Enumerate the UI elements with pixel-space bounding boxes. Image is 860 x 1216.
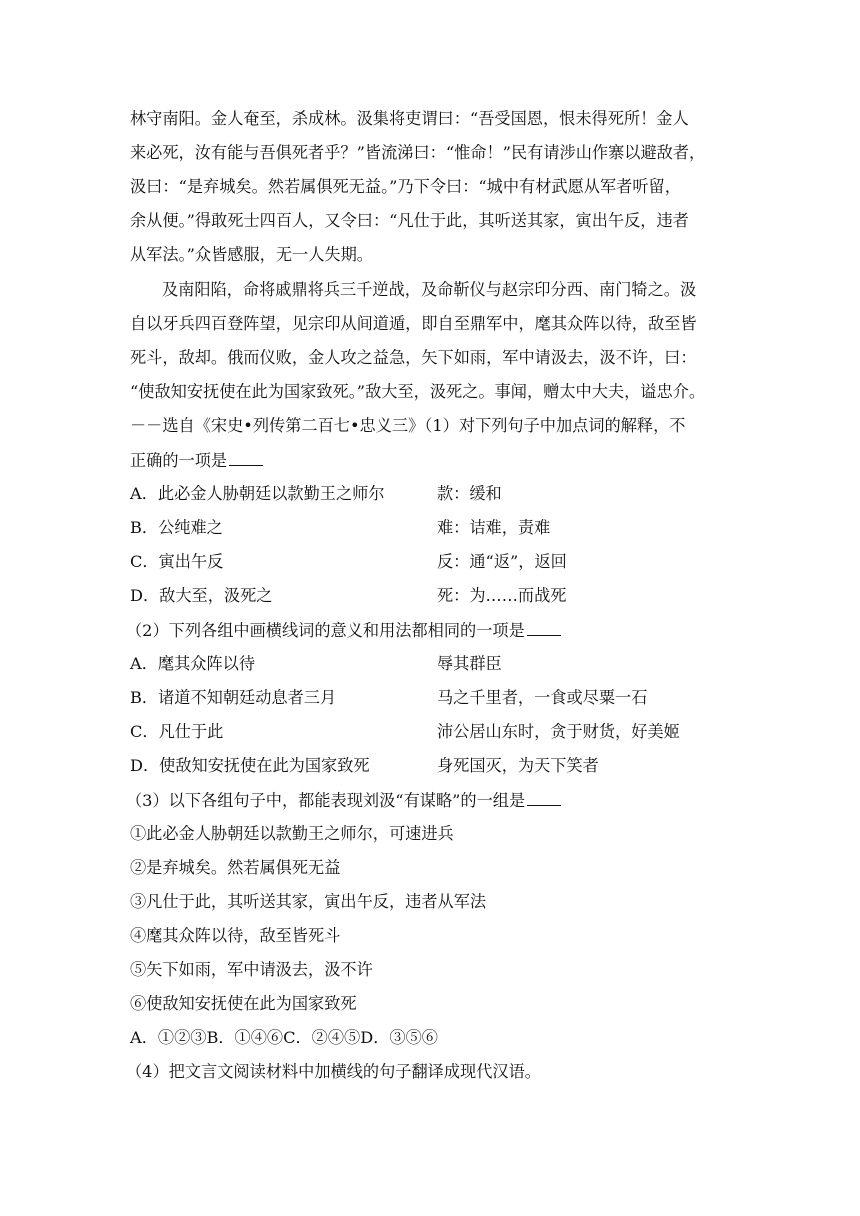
q2-option-a: A．麾其众阵以待 [130, 654, 256, 673]
passage-line: 死斗，敌却。俄而仪败，金人攻之益急，矢下如雨，军中请汲去，汲不许，曰： [130, 348, 697, 367]
q2-option-c-pair: 沛公居山东时，贪于财货，好美姬 [437, 722, 680, 741]
q3-item: ②是弃城矣。然若属俱死无益 [130, 858, 341, 877]
q2-option-c: C．凡仕于此 [130, 722, 224, 741]
passage-line: “使敌知安抚使在此为国家致死。”敌大至，汲死之。事闻，赠太中大夫，谥忠介。 [130, 382, 706, 401]
q3-stem [126, 789, 736, 811]
answer-blank[interactable] [527, 619, 561, 636]
passage-line: 自以牙兵四百登阵望，见宗印从间道遁，即自至鼎军中，麾其众阵以待，敌至皆 [130, 314, 697, 333]
q3-item: ④麾其众阵以待，敌至皆死斗 [130, 926, 341, 945]
answer-blank[interactable] [229, 449, 263, 466]
q1-option-b: B．公纯难之 [130, 518, 223, 537]
q3-stem-text: （3）以下各组句子中，都能表现刘汲“有谋略”的一组是 [126, 791, 526, 810]
q3-item: ⑥使敌知安抚使在此为国家致死 [130, 994, 357, 1013]
q2-stem [126, 619, 736, 641]
q2-option-d: D．使敌知安抚使在此为国家致死 [130, 756, 370, 775]
passage-line: 林守南阳。金人奄至，杀成林。汲集将吏谓曰：“吾受国恩，恨未得死所！金人 [130, 109, 689, 128]
passage-line: 汲曰：“是弃城矣。然若属俱死无益。”乃下令曰：“城中有材武愿从军者听留， [130, 177, 681, 196]
q1-option-a: A．此必金人胁朝廷以款勤王之师尔 [130, 484, 385, 503]
q1-option-c-gloss: 反：通“返”，返回 [437, 552, 567, 571]
q1-option-c: C．寅出午反 [130, 552, 224, 571]
q3-item: ③凡仕于此，其听送其家，寅出午反，违者从军法 [130, 892, 487, 911]
q1-stem-tail [130, 449, 740, 471]
answer-blank[interactable] [527, 789, 561, 806]
source-citation: －－选自《宋史•列传第二百七•忠义三》（1）对下列句子中加点词的解释，不 [130, 416, 686, 435]
q2-option-b-pair: 马之千里者，一食或尽粟一石 [437, 688, 648, 707]
q3-item: ①此必金人胁朝廷以款勤王之师尔，可速进兵 [130, 824, 454, 843]
passage-line: 从军法。”众皆感服，无一人失期。 [130, 245, 373, 264]
q4-stem: （4）把文言文阅读材料中加横线的句子翻译成现代汉语。 [126, 1062, 541, 1081]
passage-line: 余从便。”得敢死士四百人，又令曰：“凡仕于此，其听送其家，寅出午反，违者 [130, 211, 689, 230]
passage-line: 及南阳陷，命将戚鼎将兵三千逆战，及命靳仪与赵宗印分西、南门犄之。汲 [162, 280, 697, 299]
passage-line: 来必死，汝有能与吾俱死者乎？”皆流涕曰：“惟命！”民有请涉山作寨以避敌者， [130, 143, 706, 162]
q2-option-a-pair: 辱其群臣 [437, 654, 502, 673]
q1-option-d-gloss: 死：为……而战死 [437, 586, 567, 605]
q1-option-b-gloss: 难：诘难，责难 [437, 518, 551, 537]
q1-stem-text: 正确的一项是 [130, 451, 228, 470]
q3-item: ⑤矢下如雨，军中请汲去，汲不许 [130, 960, 373, 979]
q1-option-d: D．敌大至，汲死之 [130, 586, 273, 605]
q3-answer-options: A．①②③B．①④⑥C．②④⑤D．③⑤⑥ [130, 1028, 438, 1047]
q2-option-d-pair: 身死国灭，为天下笑者 [437, 756, 599, 775]
q2-option-b: B．诸道不知朝廷动息者三月 [130, 688, 337, 707]
q2-stem-text: （2）下列各组中画横线词的意义和用法都相同的一项是 [126, 621, 525, 640]
q1-option-a-gloss: 款：缓和 [437, 484, 502, 503]
